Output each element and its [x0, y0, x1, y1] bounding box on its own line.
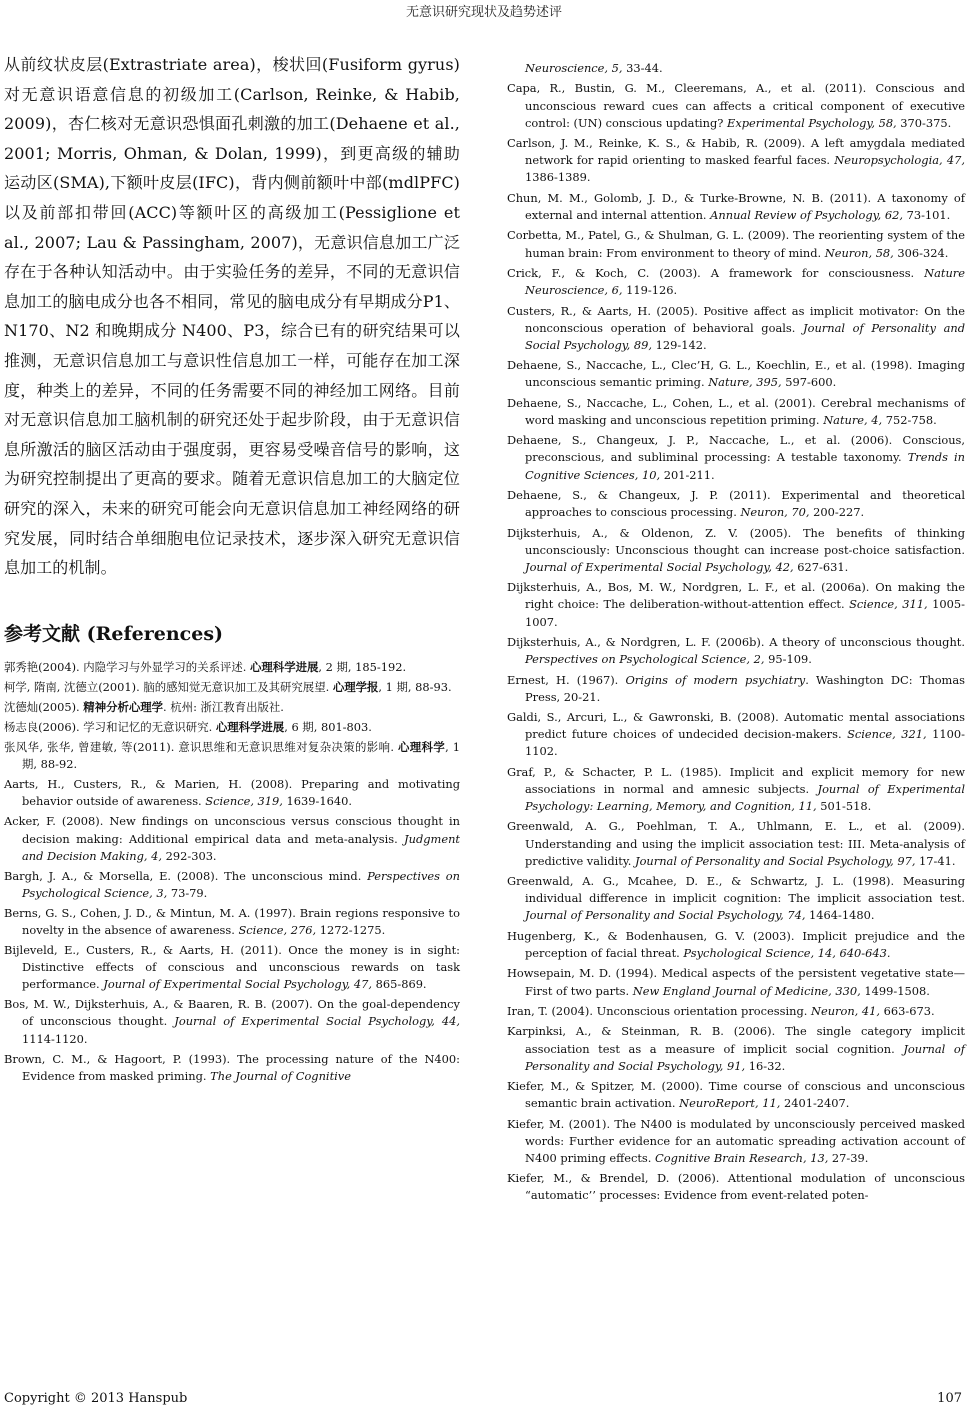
- right-reference-list: [507, 80, 965, 1204]
- reference-pages: 663-673.: [880, 1003, 935, 1018]
- reference-journal: Neuron, 58,: [824, 245, 894, 260]
- reference-pages: 16-32.: [745, 1058, 786, 1073]
- reference-pages: 501-518.: [816, 799, 872, 813]
- reference-text: Carlson, J. M., Reinke, K. S., & Habib, R. (2009). A left amygdala mediated network for rapid orienting to masked fearful faces.: [507, 136, 965, 168]
- reference-pages: 129-142.: [652, 337, 707, 352]
- reference-text: 柯学, 隋南, 沈德立(2001). 脑的感知觉无意识加工及其研究展望.: [4, 679, 333, 694]
- reference-entry: [507, 1170, 965, 1204]
- reference-journal: Journal of Experimental Psychology: Learning, Memory, and Cognition, 11,: [525, 781, 965, 813]
- reference-pages: , 1 期, 88-92.: [22, 740, 460, 772]
- reference-text: Kiefer, M. (2001). The N400 is modulated by unconsciously perceived masked words: Further evidence for an automatic spreading activation account of N400 priming effects.: [507, 1116, 965, 1165]
- reference-pages: , 2 期, 185-192.: [318, 659, 407, 674]
- reference-entry: [507, 395, 965, 429]
- reference-entry: [507, 357, 965, 391]
- reference-pages: 33-44.: [622, 61, 663, 75]
- reference-entry: [507, 1023, 965, 1074]
- reference-journal: 心理科学进展: [250, 659, 319, 674]
- reference-text: Bargh, J. A., & Morsella, E. (2008). The unconscious mind.: [4, 868, 368, 883]
- reference-pages: 1464-1480.: [805, 908, 875, 923]
- reference-pages: 200-227.: [809, 505, 865, 520]
- reference-text: Custers, R., & Aarts, H. (2005). Positive affect as implicit motivator: On the nonconscious operation of behavioral goals.: [507, 303, 965, 335]
- reference-entry: [507, 432, 965, 483]
- reference-text: 沈德灿(2005).: [4, 699, 84, 714]
- reference-text: 张风华, 张华, 曾建敏, 等(2011). 意识思维和无意识思维对复杂决策的影响.: [4, 740, 398, 755]
- reference-entry: [4, 776, 460, 810]
- reference-journal: Neuropsychologia, 47,: [834, 153, 966, 168]
- reference-pages: 306-324.: [893, 245, 949, 260]
- references-heading: 参考文献 (References): [4, 622, 224, 645]
- reference-journal: Psychological Science: [683, 945, 811, 960]
- reference-text: Graf, P., & Schacter, P. L. (1985). Implicit and explicit memory for new associations in normal and amnesic subjects.: [507, 764, 965, 796]
- reference-journal: Cognitive Brain Research, 13,: [655, 1150, 829, 1165]
- reference-journal: Journal of Personality and Social Psychology, 89,: [525, 320, 965, 352]
- reference-entry: [4, 942, 460, 993]
- reference-journal: Science, 321,: [847, 727, 927, 742]
- reference-journal: Journal of Experimental Social Psychology, 44,: [174, 1014, 460, 1029]
- reference-entry: [507, 764, 965, 815]
- reference-pages: 865-869.: [371, 977, 427, 992]
- left-reference-list: [4, 659, 460, 1085]
- reference-pages: 1639-1640.: [282, 794, 353, 809]
- reference-journal: Judgment and Decision Making, 4,: [22, 831, 460, 863]
- reference-entry: [507, 672, 965, 706]
- reference-pages: 370-375.: [896, 115, 952, 130]
- reference-text: Corbetta, M., Patel, G., & Shulman, G. L. (2009). The reorienting system of the human brain: From environment to theory of mind.: [507, 228, 965, 260]
- reference-text: Crick, F., & Koch, C. (2003). A framework for consciousness.: [507, 265, 925, 280]
- reference-journal: Experimental Psychology, 58,: [727, 115, 897, 130]
- reference-journal: Journal of Experimental Social Psychology, 42,: [525, 559, 794, 574]
- reference-entry: [4, 659, 460, 676]
- reference-text: Dijksterhuis, A., Bos, M. W., Nordgren, L. F., et al. (2006a). On making the right choice: The deliberation-without-attention effect.: [507, 580, 965, 612]
- reference-entry: [4, 699, 460, 716]
- reference-journal: 心理科学: [397, 740, 446, 755]
- reference-journal: Nature Neuroscience, 6,: [525, 265, 965, 298]
- reference-entry: [507, 227, 965, 261]
- reference-text: Dehaene, S., & Changeux, J. P. (2011). Experimental and theoretical approaches to conscious processing.: [507, 488, 965, 520]
- reference-text: Howsepain, M. D. (1994). Medical aspects of the persistent vegetative state—First of two parts.: [507, 966, 965, 998]
- reference-text: Karpinksi, A., & Steinman, R. B. (2006). The single category implicit association test as a measure of implicit social cognition.: [507, 1024, 965, 1056]
- reference-pages: 17-41.: [915, 853, 956, 868]
- reference-pages: 627-631.: [793, 559, 849, 574]
- reference-journal: The Journal of Cognitive: [210, 1068, 351, 1083]
- left-column: [4, 50, 460, 1088]
- reference-journal: Journal of Experimental Social Psychology, 47,: [103, 977, 372, 992]
- reference-continuation: [507, 60, 965, 77]
- reference-entry: [4, 719, 460, 736]
- reference-journal: Perspectives on Psychological Science, 3,: [22, 868, 460, 900]
- reference-entry: [507, 265, 965, 299]
- reference-text: Dijksterhuis, A., & Nordgren, L. F. (2006b). A theory of unconscious thought.: [507, 634, 965, 649]
- reference-entry: [507, 135, 965, 186]
- reference-pages: 73-101.: [902, 207, 951, 222]
- reference-entry: [507, 487, 965, 521]
- reference-journal: Origins of modern psychiatry: [625, 672, 806, 687]
- reference-text: Capa, R., Bustin, G. M., Cleeremans, A., et al. (2011). Conscious and unconscious reward cues can affects a critical component of executive control: (UN) conscious updating?: [507, 81, 965, 130]
- reference-text: Dehaene, S., Naccache, L., Cohen, L., et al. (2001). Cerebral mechanisms of word masking and unconscious repetition priming.: [507, 395, 965, 427]
- reference-journal: Neuroscience, 5,: [525, 61, 623, 75]
- reference-text: Greenwald, A. G., Mcahee, D. E., & Schwartz, J. L. (1998). Measuring individual difference in implicit cognition: The implicit association test.: [507, 874, 965, 906]
- reference-journal: New England Journal of Medicine, 330,: [632, 983, 861, 998]
- reference-text: Ernest, H. (1967).: [507, 672, 626, 687]
- reference-text: Dehaene, S., Naccache, L., Clec’H, G. L., Koechlin, E., et al. (1998). Imaging unconscious semantic priming.: [507, 358, 965, 390]
- reference-journal: Perspectives on Psychological Science, 2,: [525, 652, 765, 667]
- reference-journal: Neuron, 70,: [740, 505, 810, 520]
- reference-text: Greenwald, A. G., Poehlman, T. A., Uhlmann, E. L., et al. (2009). Understanding and using the implicit association test: III. Meta-analysis of predictive validity.: [507, 819, 965, 868]
- reference-text: Berns, G. S., Cohen, J. D., & Mintun, M. A. (1997). Brain regions responsive to novelty in the absence of awareness.: [4, 905, 460, 937]
- reference-entry: [507, 634, 965, 668]
- reference-pages: 1272-1275.: [316, 923, 386, 937]
- reference-entry: [4, 905, 460, 939]
- reference-entry: [507, 965, 965, 999]
- reference-entry: [507, 928, 965, 962]
- reference-entry: [4, 996, 460, 1047]
- reference-entry: [4, 679, 460, 696]
- reference-entry: [507, 873, 965, 924]
- reference-journal: Annual Review of Psychology, 62,: [710, 207, 903, 222]
- reference-journal: Journal of Personality and Social Psychology, 91,: [525, 1041, 966, 1073]
- reference-entry: [507, 818, 965, 869]
- reference-text: Bos, M. W., Dijksterhuis, A., & Baaren, R. B. (2007). On the goal-dependency of unconscious thought.: [4, 997, 460, 1029]
- reference-pages: 1005-1007.: [525, 597, 965, 629]
- reference-pages: . Washington DC: Thomas Press, 20-21.: [525, 672, 965, 704]
- reference-journal: 心理科学进展: [215, 719, 285, 734]
- footer-copyright: Copyright © 2013 Hanspub: [4, 1391, 188, 1406]
- reference-entry: [4, 1051, 460, 1085]
- reference-pages: 2401-2407.: [780, 1096, 850, 1111]
- reference-entry: [507, 1078, 965, 1112]
- reference-entry: [507, 709, 965, 760]
- reference-journal: Science, 276,: [238, 923, 317, 937]
- reference-journal: Nature, 4,: [823, 412, 883, 427]
- reference-text: Galdi, S., Arcuri, L., & Gawronski, B. (2008). Automatic mental associations predict future choices of undecided decision-makers.: [507, 710, 965, 742]
- reference-pages: 752-758.: [882, 412, 937, 427]
- reference-journal: NeuroReport, 11,: [679, 1096, 781, 1111]
- reference-entry: [507, 1003, 965, 1020]
- body-paragraph: 从前纹状皮层(Extrastriate area)，梭状回(Fusiform gyrus)对无意识语意信息的初级加工(Carlson, Reinke, & Habib, 2009)，杏仁核对无意识恐惧面孔刺激的加工(Dehaene et al., 2001; Morris, Ohman, & Dolan, 1999)，到更高级的辅助运动区(SMA),下额叶皮层(IFC)，背内侧前额叶中部(mdlPFC)以及前部扣带回(ACC)等额叶区的高级加工(Pessiglione et al., 2007; Lau & Passingham, 2007)，无意识信息加工广泛存在于各种认知活动中。由于实验任务的差异，不同的无意识信息加工的脑电成分也各不相同，常见的脑电成分有早期成分P1、N170、N2 和晚期成分 N400、P3，综合已有的研究结果可以推测，无意识信息加工与意识性信息加工一样，可能存在加工深度，种类上的差异，不同的任务需要不同的神经加工网络。目前对无意识信息加工脑机制的研究还处于起步阶段，由于无意识信息所激活的脑区活动由于强度弱，更容易受噪音信号的影响，这为研究控制提出了更高的要求。随着无意识信息加工的大脑定位研究的深入，未来的研究可能会向无意识信息加工神经网络的研究发展，同时结合单细胞电位记录技术，逐步深入研究无意识信息加工的机制。: [4, 55, 460, 578]
- reference-pages: 1386-1389.: [525, 170, 591, 185]
- reference-text: Brown, C. M., & Hagoort, P. (1993). The processing nature of the N400: Evidence from masked priming.: [4, 1051, 460, 1083]
- reference-text: Bijleveld, E., Custers, R., & Aarts, H. (2011). Once the money is in sight: Distinctive effects of conscious and unconscious rewards on task performance.: [4, 943, 460, 992]
- reference-journal: 精神分析心理学: [83, 699, 164, 714]
- right-column: [507, 60, 965, 1208]
- reference-text: Acker, F. (2008). New findings on unconscious versus conscious thought in decision making: Additional empirical data and meta-analysis.: [4, 814, 460, 846]
- reference-entry: [507, 1116, 965, 1167]
- reference-journal: Science, 311,: [849, 597, 928, 612]
- reference-text: Iran, T. (2004). Unconscious orientation processing.: [507, 1003, 811, 1018]
- reference-entry: [507, 80, 965, 131]
- reference-journal: Trends in Cognitive Sciences, 10,: [525, 450, 966, 482]
- footer-page-number: 107: [937, 1391, 962, 1406]
- reference-pages: , 1 期, 88-93.: [378, 679, 452, 694]
- reference-pages: 119-126.: [622, 283, 678, 298]
- reference-pages: 292-303.: [161, 848, 217, 863]
- reference-entry: [507, 579, 965, 630]
- reference-journal: Journal of Personality and Social Psychology, 74,: [525, 908, 806, 923]
- reference-journal: Journal of Personality and Social Psychology, 97,: [635, 853, 916, 868]
- reference-entry: [507, 303, 965, 354]
- reference-pages: 1100-1102.: [525, 727, 965, 759]
- reference-text: Hugenberg, K., & Bodenhausen, G. V. (2003). Implicit prejudice and the perception of facial threat.: [507, 928, 965, 960]
- reference-pages: , 14, 640-643.: [810, 945, 891, 960]
- reference-entry: [4, 739, 460, 773]
- running-head: 无意识研究现状及趋势述评: [405, 5, 562, 20]
- reference-journal: Nature, 395,: [708, 375, 782, 390]
- reference-pages: 27-39.: [828, 1150, 869, 1165]
- reference-pages: 73-79.: [167, 885, 208, 900]
- reference-text: Kiefer, M., & Spitzer, M. (2000). Time course of conscious and unconscious semantic brain activation.: [507, 1079, 965, 1111]
- reference-pages: 1499-1508.: [860, 983, 930, 998]
- reference-text: Dijksterhuis, A., & Oldenon, Z. V. (2005). The benefits of thinking unconsciously: Unconscious thought can increase post-choice satisfaction.: [507, 525, 965, 557]
- reference-text: 郭秀艳(2004). 内隐学习与外显学习的关系评述.: [4, 659, 251, 674]
- reference-entry: [4, 813, 460, 864]
- reference-text: Kiefer, M., & Brendel, D. (2006). Attentional modulation of unconscious “automatic’’ processes: Evidence from event-related poten-: [507, 1171, 965, 1203]
- reference-text: Dehaene, S., Changeux, J. P., Naccache, L., et al. (2006). Conscious, preconscious, and subliminal processing: A testable taxonomy.: [507, 433, 965, 465]
- reference-pages: 597-600.: [781, 375, 837, 390]
- reference-text: 杨志良(2006). 学习和记忆的无意识研究.: [4, 719, 216, 734]
- reference-text: Aarts, H., Custers, R., & Marien, H. (2008). Preparing and motivating behavior outside of awareness.: [4, 777, 460, 809]
- reference-pages: . 杭州: 浙江教育出版社.: [163, 699, 284, 714]
- reference-journal: Science, 319,: [205, 794, 283, 809]
- reference-pages: 201-211.: [660, 467, 715, 482]
- reference-text: Chun, M. M., Golomb, J. D., & Turke-Browne, N. B. (2011). A taxonomy of external and internal attention.: [507, 190, 965, 222]
- reference-pages: 95-109.: [764, 652, 812, 667]
- reference-pages: 1114-1120.: [22, 1031, 88, 1046]
- reference-journal: Neuron, 41,: [810, 1003, 881, 1018]
- reference-journal: 心理学报: [332, 679, 379, 694]
- reference-pages: , 6 期, 801-803.: [284, 719, 372, 734]
- reference-entry: [507, 190, 965, 224]
- reference-entry: [4, 868, 460, 902]
- reference-entry: [507, 525, 965, 576]
